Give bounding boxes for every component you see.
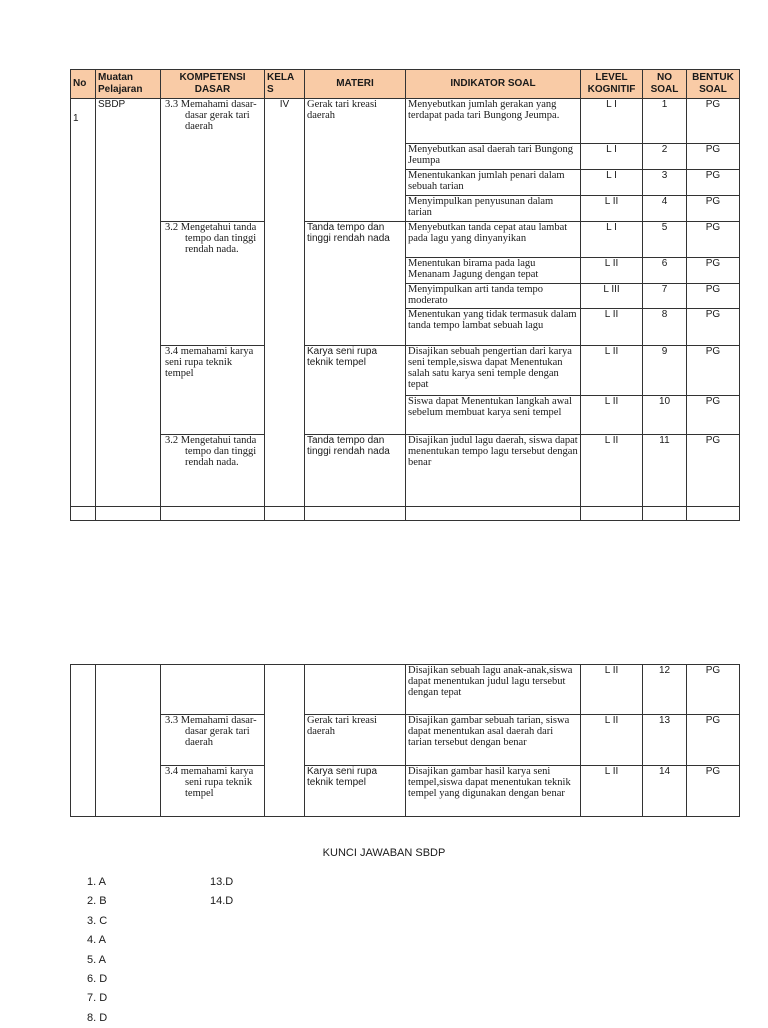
bentuk-cell: PG — [687, 396, 740, 435]
level-cell: L II — [581, 346, 643, 396]
empty-cell — [71, 507, 96, 521]
answer-item: 3. C — [87, 914, 108, 927]
answer-item: 4. A — [87, 934, 106, 947]
empty-cell — [96, 665, 161, 817]
empty-cell — [265, 665, 305, 817]
header-muatan: Muatan Pelajaran — [96, 70, 161, 99]
indikator-cell: Disajikan sebuah lagu anak-anak,siswa dapat menentukan judul lagu tersebut dengan tepat — [406, 665, 581, 715]
empty-cell — [643, 507, 687, 521]
no-soal-cell: 14 — [643, 766, 687, 817]
kd-cell: 3.4 memahami karya seni rupa teknik tempel — [161, 766, 265, 817]
header-bentuk: BENTUK SOAL — [687, 70, 740, 99]
bentuk-cell: PG — [687, 665, 740, 715]
header-no: No — [71, 70, 96, 99]
table-row — [71, 346, 740, 396]
table-header-row — [71, 70, 740, 99]
level-cell: L I — [581, 99, 643, 144]
answer-item: 13.D — [210, 876, 234, 888]
materi-cell: Tanda tempo dan tinggi rendah nada — [305, 435, 406, 507]
no-soal-cell: 11 — [643, 435, 687, 507]
answer-item: 7. D — [87, 992, 108, 1005]
no-soal-cell: 12 — [643, 665, 687, 715]
answer-item: 6. D — [87, 973, 108, 986]
indikator-cell: Disajikan gambar hasil karya seni tempel,siswa dapat menentukan teknik tempel yang digunakan dengan benar — [406, 766, 581, 817]
empty-cell — [161, 507, 265, 521]
bentuk-cell: PG — [687, 144, 740, 170]
no-soal-cell: 4 — [643, 196, 687, 222]
bentuk-cell: PG — [687, 766, 740, 817]
no-soal-cell: 13 — [643, 715, 687, 766]
indikator-cell: Menentukan yang tidak termasuk dalam tanda tempo lambat sebuah lagu — [406, 309, 581, 346]
muatan-cell: SBDP — [96, 99, 161, 507]
no-soal-cell: 9 — [643, 346, 687, 396]
indikator-cell: Menentukankan jumlah penari dalam sebuah tarian — [406, 170, 581, 196]
answer-item: 14.D — [210, 895, 234, 908]
header-materi: MATERI — [305, 70, 406, 99]
level-cell: L II — [581, 258, 643, 284]
table-row — [71, 665, 740, 715]
empty-cell — [305, 665, 406, 715]
no-soal-cell: 10 — [643, 396, 687, 435]
kd-cell: 3.3 Memahami dasar-dasar gerak tari daerah — [161, 99, 265, 222]
indikator-cell: Menyimpulkan arti tanda tempo moderato — [406, 284, 581, 309]
bentuk-cell: PG — [687, 196, 740, 222]
level-cell: L II — [581, 435, 643, 507]
kd-cell: 3.4 memahami karya seni rupa teknik tempel — [161, 346, 265, 435]
indikator-cell: Menentukan birama pada lagu Menanam Jagung dengan tepat — [406, 258, 581, 284]
bentuk-cell: PG — [687, 309, 740, 346]
indikator-cell: Disajikan sebuah pengertian dari karya seni temple,siswa dapat Menentukan salah satu karya seni temple dengan tepat — [406, 346, 581, 396]
table-row — [71, 99, 740, 144]
level-cell: L II — [581, 715, 643, 766]
answer-list-2 — [210, 873, 233, 912]
kisi-kisi-table — [70, 69, 740, 521]
empty-row — [71, 507, 740, 521]
header-level: LEVEL KOGNITIF — [581, 70, 643, 99]
answer-item: 1. A — [87, 876, 106, 888]
materi-cell: Gerak tari kreasi daerah — [305, 715, 406, 766]
no-soal-cell: 1 — [643, 99, 687, 144]
answer-list-1 — [87, 873, 107, 1028]
header-indikator: INDIKATOR SOAL — [406, 70, 581, 99]
empty-cell — [265, 507, 305, 521]
bentuk-cell: PG — [687, 435, 740, 507]
table-row — [71, 222, 740, 258]
indikator-cell: Disajikan gambar sebuah tarian, siswa dapat menentukan asal daerah dari tarian tersebut dengan benar — [406, 715, 581, 766]
table-row — [71, 435, 740, 507]
indikator-cell: Menyebutkan tanda cepat atau lambat pada lagu yang dinyanyikan — [406, 222, 581, 258]
level-cell: L III — [581, 284, 643, 309]
answer-item: 5. A — [87, 953, 106, 966]
kd-cell: 3.2 Mengetahui tanda tempo dan tinggi rendah nada. — [161, 222, 265, 346]
bentuk-cell: PG — [687, 346, 740, 396]
header-no-soal: NO SOAL — [643, 70, 687, 99]
no-soal-cell: 6 — [643, 258, 687, 284]
materi-cell: Gerak tari kreasi daerah — [305, 99, 406, 222]
empty-cell — [687, 507, 740, 521]
bentuk-cell: PG — [687, 170, 740, 196]
level-cell: L II — [581, 396, 643, 435]
kisi-kisi-table-continued — [70, 664, 740, 817]
level-cell: L II — [581, 196, 643, 222]
empty-cell — [406, 507, 581, 521]
header-kompetensi: KOMPETENSI DASAR — [161, 70, 265, 99]
answer-item: 2. B — [87, 895, 107, 908]
table-row — [71, 715, 740, 766]
answer-key-title: KUNCI JAWABAN SBDP — [322, 847, 446, 859]
indikator-cell: Menyebutkan jumlah gerakan yang terdapat pada tari Bungong Jeumpa. — [406, 99, 581, 144]
table-row — [71, 766, 740, 817]
bentuk-cell: PG — [687, 258, 740, 284]
empty-cell — [71, 665, 96, 817]
kd-cell: 3.3 Memahami dasar-dasar gerak tari daerah — [161, 715, 265, 766]
indikator-cell: Disajikan judul lagu daerah, siswa dapat menentukan tempo lagu tersebut dengan benar — [406, 435, 581, 507]
empty-cell — [305, 507, 406, 521]
no-soal-cell: 5 — [643, 222, 687, 258]
bentuk-cell: PG — [687, 99, 740, 144]
empty-cell — [161, 665, 265, 715]
header-kelas: KELA S — [265, 70, 305, 99]
no-soal-cell: 8 — [643, 309, 687, 346]
no-soal-cell: 2 — [643, 144, 687, 170]
bentuk-cell: PG — [687, 284, 740, 309]
level-cell: L I — [581, 222, 643, 258]
level-cell: L II — [581, 309, 643, 346]
bentuk-cell: PG — [687, 715, 740, 766]
materi-cell: Karya seni rupa teknik tempel — [305, 346, 406, 435]
kelas-cell: IV — [265, 99, 305, 507]
level-cell: L I — [581, 144, 643, 170]
materi-cell: Tanda tempo dan tinggi rendah nada — [305, 222, 406, 346]
level-cell: L II — [581, 766, 643, 817]
indikator-cell: Siswa dapat Menentukan langkah awal sebelum membuat karya seni tempel — [406, 396, 581, 435]
no-soal-cell: 7 — [643, 284, 687, 309]
indikator-cell: Menyimpulkan penyusunan dalam tarian — [406, 196, 581, 222]
bentuk-cell: PG — [687, 222, 740, 258]
no-soal-cell: 3 — [643, 170, 687, 196]
empty-cell — [581, 507, 643, 521]
indikator-cell: Menyebutkan asal daerah tari Bungong Jeumpa — [406, 144, 581, 170]
level-cell: L I — [581, 170, 643, 196]
level-cell: L II — [581, 665, 643, 715]
row-number: 1 — [71, 99, 96, 507]
kd-cell: 3.2 Mengetahui tanda tempo dan tinggi rendah nada. — [161, 435, 265, 507]
materi-cell: Karya seni rupa teknik tempel — [305, 766, 406, 817]
answer-item: 8. D — [87, 1011, 108, 1024]
empty-cell — [96, 507, 161, 521]
